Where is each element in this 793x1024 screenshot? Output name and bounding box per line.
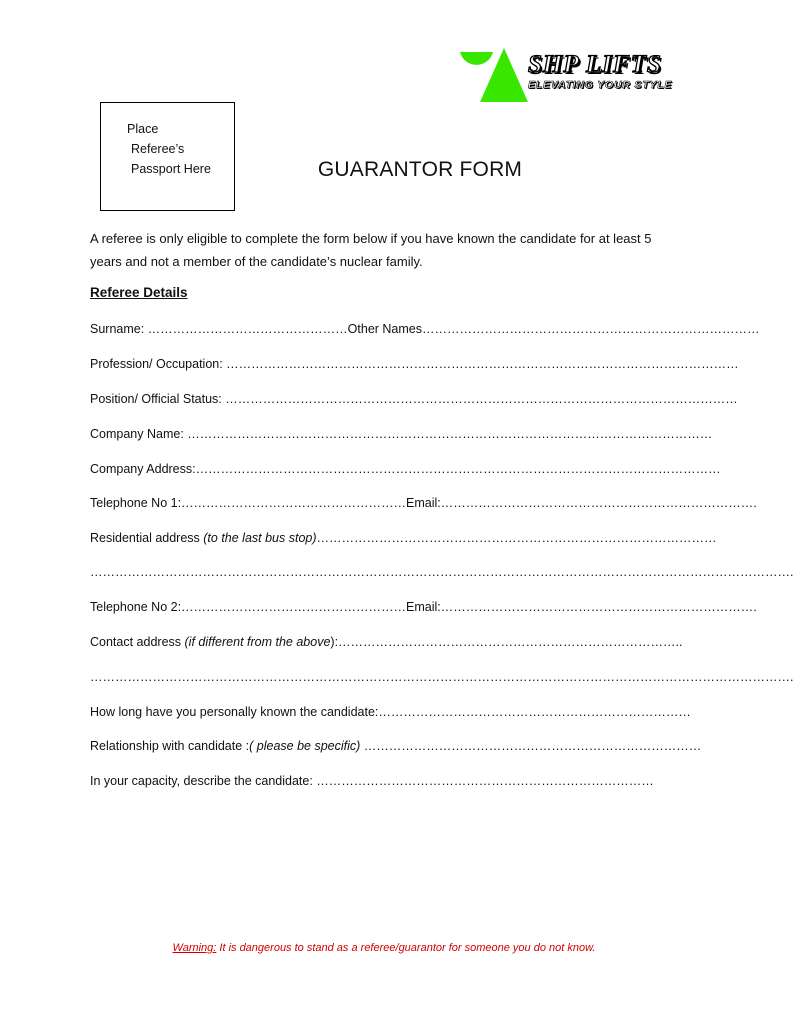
warning-text: It is dangerous to stand as a referee/guarantor for someone you do not know. — [216, 942, 596, 954]
passport-box-line: Referee’s — [131, 142, 185, 156]
referee-details-heading: Referee Details — [90, 285, 188, 300]
logo-shapes — [456, 48, 531, 106]
eligibility-intro: A referee is only eligible to complete the form below if you have known the candidate for at least 5 years and not a member of the candidate’s nuclear family. — [90, 231, 652, 269]
capacity-description-field[interactable]: In your capacity, describe the candidate: ……………………………………………………………………… — [90, 774, 654, 788]
known-duration-field[interactable]: How long have you personally known the candidate:………………………………………………………………… — [90, 705, 691, 719]
passport-box-line: Passport Here — [131, 162, 211, 176]
contact-address-label: Contact address — [90, 635, 185, 649]
relationship-dots: ……………………………………………………………………… — [360, 739, 702, 753]
relationship-field[interactable] — [90, 739, 702, 753]
contact-address-dots: ):……………………………………………………………………….. — [330, 635, 683, 649]
contact-address-note: (if different from the above — [184, 635, 331, 649]
residential-address-label: Residential address — [90, 531, 204, 545]
company-name-field[interactable]: Company Name: ……………………………………………………………………………………………………………… — [90, 427, 713, 441]
residential-address-note: (to the last bus stop) — [203, 531, 317, 545]
warning-note — [0, 942, 768, 954]
logo-brand-name: SHP LIFTS — [528, 51, 662, 78]
form-title: GUARANTOR FORM — [317, 158, 523, 181]
telephone-2-field[interactable]: Telephone No 2:………………………………………………Email:…………………………………………………………………. — [90, 600, 757, 614]
relationship-label: Relationship with candidate : — [90, 739, 250, 753]
residential-address-dots: …………………………………………………………………………………… — [316, 531, 717, 545]
warning-label: Warning: — [172, 942, 217, 954]
logo-tagline: ELEVATING YOUR STYLE — [528, 79, 673, 91]
surname-field[interactable]: Surname: …………………………………………Other Names……………………………………………………………………… — [90, 322, 760, 336]
passport-box-line: Place — [127, 122, 159, 136]
relationship-note: ( please be specific) — [249, 739, 361, 753]
profession-field[interactable]: Profession/ Occupation: …………………………………………………………………………………………………………… — [90, 357, 739, 371]
residential-address-line-2[interactable]: ……………………………………………………………………………………………………………………………………………………. — [90, 565, 793, 579]
telephone-1-field[interactable]: Telephone No 1:………………………………………………Email:…………………………………………………………………. — [90, 496, 757, 510]
position-field[interactable]: Position/ Official Status: …………………………………………………………………………………………………………… — [90, 392, 738, 406]
contact-address-line-2[interactable]: ……………………………………………………………………………………………………………………………………………………. — [90, 670, 793, 684]
company-address-field[interactable]: Company Address:……………………………………………………………………………………………………………… — [90, 462, 721, 476]
residential-address-field[interactable] — [90, 531, 717, 545]
contact-address-field[interactable] — [90, 635, 690, 649]
company-logo — [456, 48, 696, 108]
passport-photo-box — [100, 102, 235, 211]
